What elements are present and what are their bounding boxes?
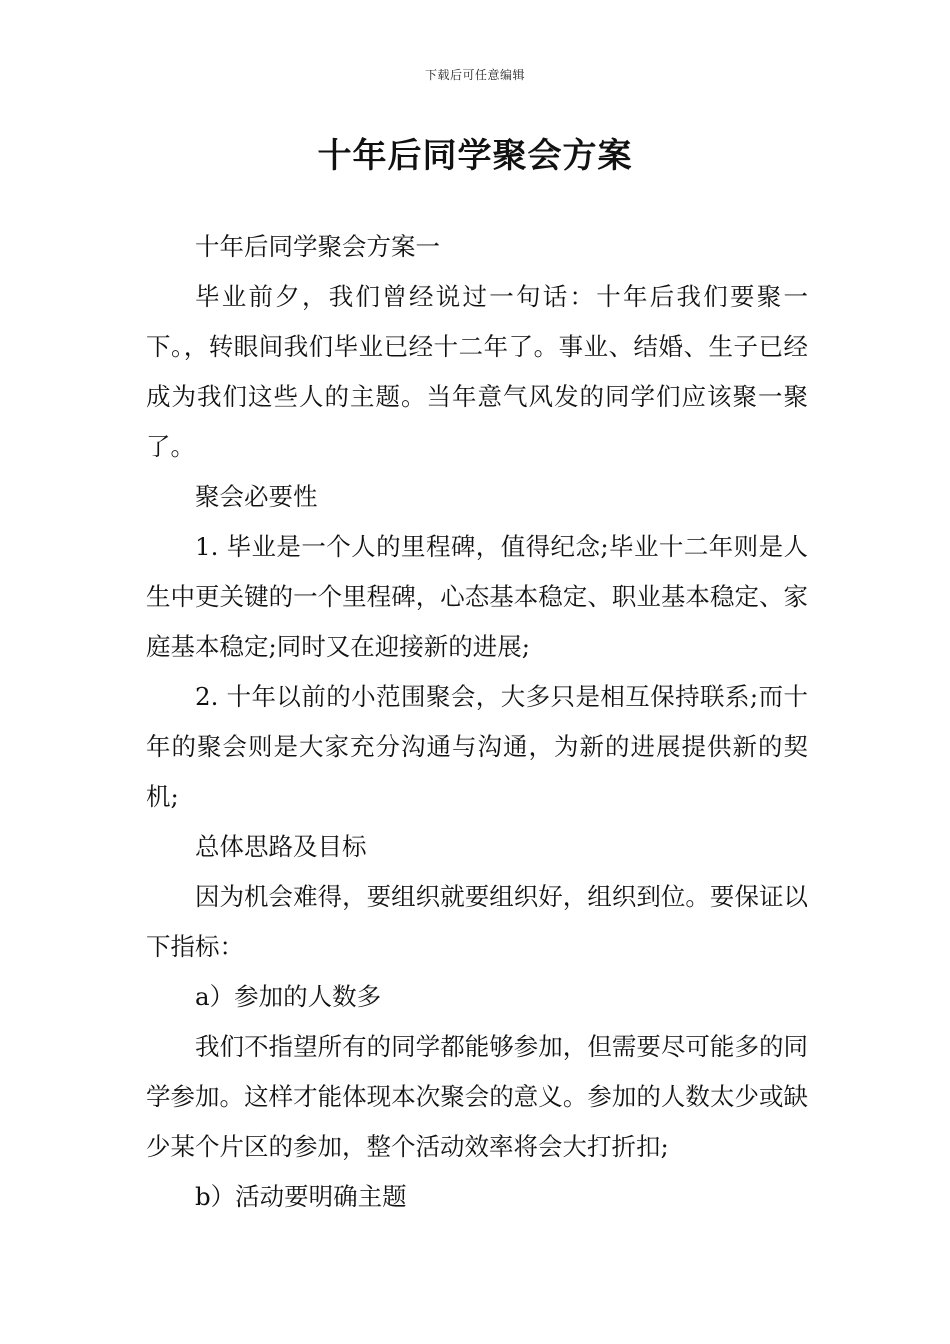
paragraph-intro: 毕业前夕，我们曾经说过一句话：十年后我们要聚一下。，转眼间我们毕业已经十二年了。事业、结婚、生子已经成为我们这些人的主题。当年意气风发的同学们应该聚一聚了。 [146, 282, 808, 461]
section-heading-goals: 总体思路及目标 [195, 832, 367, 861]
section-heading-plan-one: 十年后同学聚会方案一 [195, 232, 440, 261]
paragraph-attendance: 我们不指望所有的同学都能够参加，但需要尽可能多的同学参加。这样才能体现本次聚会的意义。参加的人数太少或缺少某个片区的参加，整个活动效率将会大打折扣; [146, 1032, 808, 1161]
list-item-a: a）参加的人数多 [195, 982, 382, 1011]
document-body [146, 222, 808, 1222]
list-item-b: b）活动要明确主题 [195, 1182, 407, 1211]
document-title: 十年后同学聚会方案 [317, 136, 633, 176]
list-item-1: 1. 毕业是一个人的里程碑，值得纪念;毕业十二年则是人生中更关键的一个里程碑，心态基本稳定、职业基本稳定、家庭基本稳定;同时又在迎接新的进展; [146, 532, 808, 661]
header-note: 下载后可任意编辑 [424, 68, 525, 82]
paragraph-goals: 因为机会难得，要组织就要组织好，组织到位。要保证以下指标： [146, 882, 808, 961]
list-item-2: 2. 十年以前的小范围聚会，大多只是相互保持联系;而十年的聚会则是大家充分沟通与沟通，为新的进展提供新的契机; [146, 682, 808, 811]
section-heading-necessity: 聚会必要性 [195, 482, 318, 511]
